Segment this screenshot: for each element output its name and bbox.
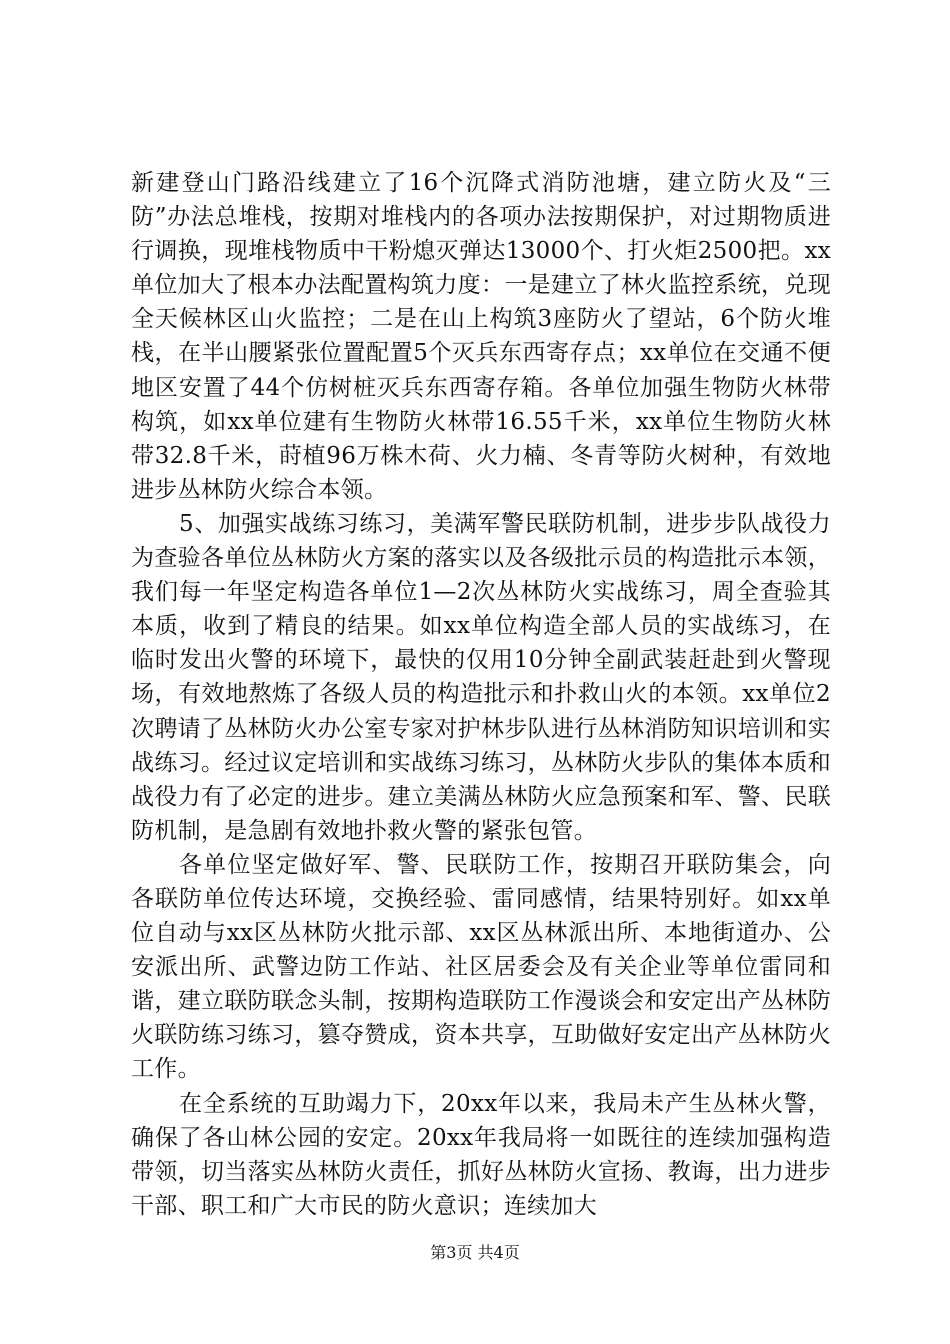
body-text	[131, 166, 831, 1223]
paragraph-4: 在全系统的互助竭力下，20xx年以来，我局未产生丛林火警，确保了各山林公园的安定。20xx年我局将一如既往的连续加强构造带领，切当落实丛林防火责任，抓好丛林防火宣扬、教诲，出力进步干部、职工和广大市民的防火意识；连续加大	[131, 1090, 831, 1219]
paragraph-3: 各单位坚定做好军、警、民联防工作，按期召开联防集会，向各联防单位传达环境，交换经验、雷同感情，结果特别好。如xx单位自动与xx区丛林防火批示部、xx区丛林派出所、本地街道办、公安派出所、武警边防工作站、社区居委会及有关企业等单位雷同和谐，建立联防联念头制，按期构造联防工作漫谈会和安定出产丛林防火联防练习练习，篡夺赞成，资本共享，互助做好安定出产丛林防火工作。	[131, 851, 831, 1083]
paragraph-2: 5、加强实战练习练习，美满军警民联防机制，进步步队战役力为查验各单位丛林防火方案的落实以及各级批示员的构造批示本领，我们每一年坚定构造各单位1—2次丛林防火实战练习，周全查验其本质，收到了精良的结果。如xx单位构造全部人员的实战练习，在临时发出火警的环境下，最快的仅用10分钟全副武装赶赴到火警现场，有效地熬炼了各级人员的构造批示和扑救山火的本领。xx单位2次聘请了丛林防火办公室专家对护林步队进行丛林消防知识培训和实战练习。经过议定培训和实战练习练习，丛林防火步队的集体本质和战役力有了必定的进步。建立美满丛林防火应急预案和军、警、民联防机制，是急剧有效地扑救火警的紧张包管。	[131, 510, 831, 844]
paragraph-1: 新建登山门路沿线建立了16个沉降式消防池塘，建立防火及“三防”办法总堆栈，按期对堆栈内的各项办法按期保护，对过期物质进行调换，现堆栈物质中干粉熄灭弹达13000个、打火炬2500把。xx单位加大了根本办法配置构筑力度：一是建立了林火监控系统，兑现全天候林区山火监控；二是在山上构筑3座防火了望站，6个防火堆栈，在半山腰紧张位置配置5个灭兵东西寄存点；xx单位在交通不便地区安置了44个仿树桩灭兵东西寄存箱。各单位加强生物防火林带构筑，如xx单位建有生物防火林带16.55千米，xx单位生物防火林带32.8千米，莳植96万株木荷、火力楠、冬青等防火树种，有效地进步丛林防火综合本领。	[131, 170, 831, 503]
page-footer: 第3页 共4页	[430, 1243, 520, 1262]
